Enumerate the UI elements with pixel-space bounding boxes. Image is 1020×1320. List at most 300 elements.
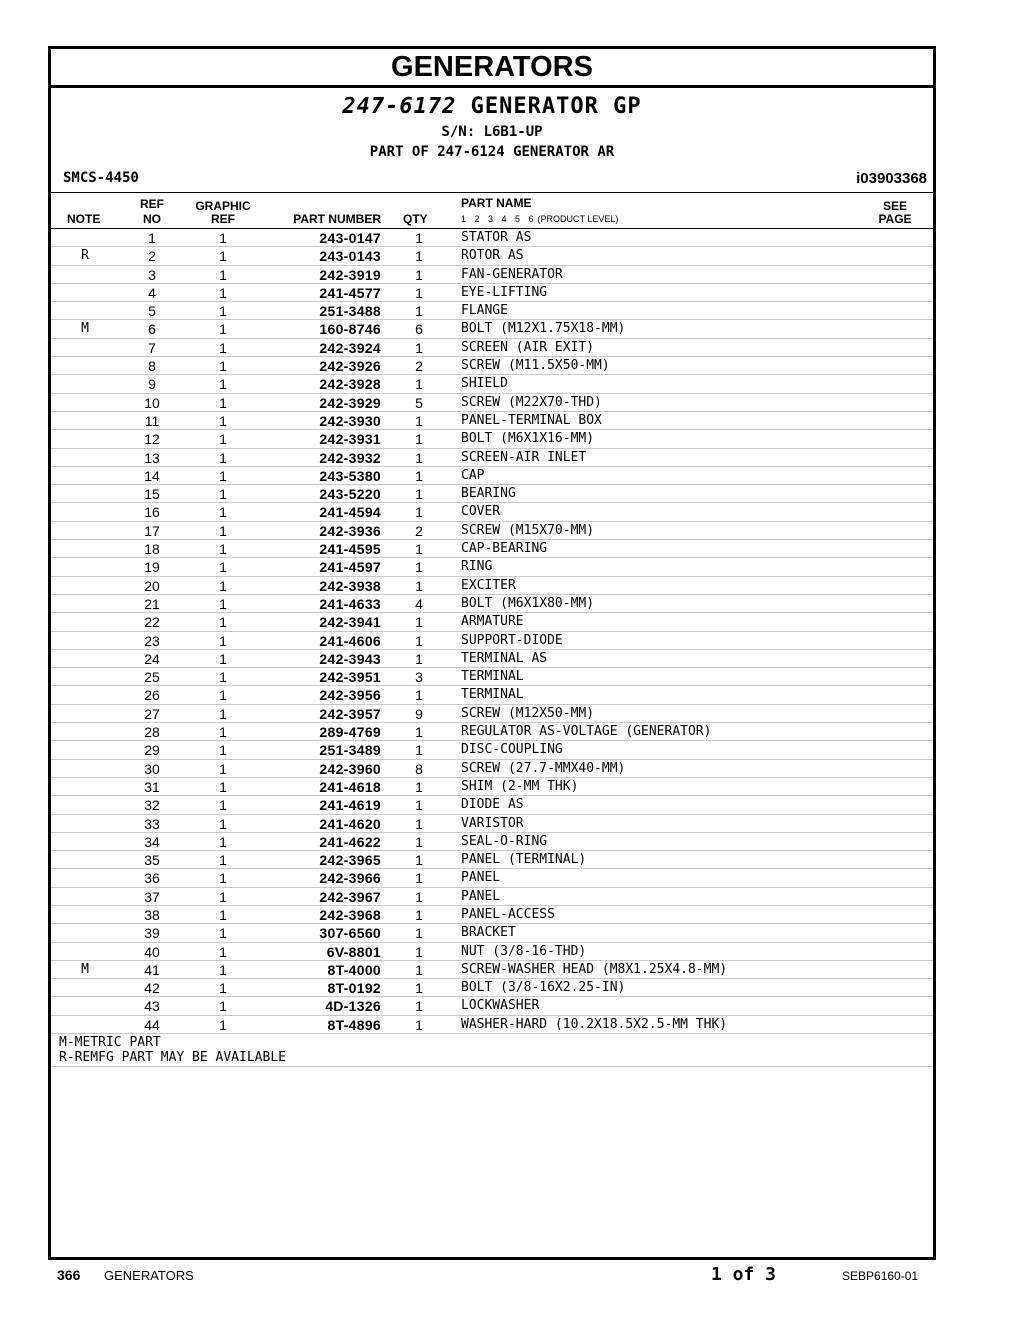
part-qty: 1: [415, 486, 423, 503]
part-ref-no: 27: [144, 705, 160, 722]
part-number: 8T-4896: [327, 1016, 381, 1033]
table-row: [51, 284, 933, 302]
col-note: NOTE: [67, 212, 101, 226]
part-name: BOLT (M6X1X16-MM): [461, 431, 595, 447]
part-ref-no: 7: [148, 339, 156, 356]
col-ref-line2: NO: [143, 212, 161, 226]
table-row: [51, 943, 933, 961]
part-number: 4D-1326: [325, 998, 381, 1015]
part-qty: 1: [415, 467, 423, 484]
part-number: 242-3966: [319, 870, 381, 887]
part-graphic-ref: 1: [219, 614, 227, 631]
part-qty: 1: [415, 339, 423, 356]
part-qty: 1: [415, 852, 423, 869]
part-graphic-ref: 1: [219, 230, 227, 246]
part-ref-no: 25: [144, 669, 160, 686]
part-number: 242-3919: [319, 266, 381, 283]
group-part-number: 247-6172: [342, 94, 457, 119]
page-number: 366: [57, 1267, 81, 1283]
part-number: 242-3929: [319, 394, 381, 411]
table-row: [51, 668, 933, 686]
part-graphic-ref: 1: [219, 998, 227, 1015]
page-footer: [0, 1264, 1020, 1288]
part-name: VARISTOR: [461, 815, 524, 831]
part-number: 6V-8801: [326, 943, 381, 960]
part-name: SHIM (2-MM THK): [461, 778, 579, 794]
part-ref-no: 41: [144, 961, 160, 978]
part-qty: 2: [415, 358, 423, 375]
part-qty: 1: [415, 650, 423, 667]
part-name: CAP-BEARING: [461, 541, 548, 557]
part-number: 242-3967: [319, 888, 381, 905]
part-ref-no: 15: [144, 486, 160, 503]
part-name: TERMINAL: [461, 669, 524, 685]
part-graphic-ref: 1: [219, 632, 227, 649]
product-level-label: (PRODUCT LEVEL): [537, 214, 619, 224]
table-row: [51, 375, 933, 393]
part-ref-no: 44: [144, 1016, 160, 1033]
part-qty: 1: [415, 833, 423, 850]
table-row: [51, 741, 933, 759]
part-number: 241-4618: [319, 778, 381, 795]
table-row: [51, 723, 933, 741]
part-qty: 1: [415, 980, 423, 997]
column-header: [51, 192, 933, 229]
part-name: SEAL-O-RING: [461, 833, 548, 849]
table-row: [51, 229, 933, 247]
part-number: 242-3968: [319, 906, 381, 923]
table-row: [51, 650, 933, 668]
part-ref-no: 43: [144, 998, 160, 1015]
part-ref-no: 39: [144, 925, 160, 942]
part-qty: 1: [415, 632, 423, 649]
part-name: SCREW (M11.5X50-MM): [461, 358, 610, 374]
part-number: 242-3926: [319, 358, 381, 375]
parts-page-frame: [48, 46, 936, 1260]
part-ref-no: 14: [144, 467, 160, 484]
part-qty: 1: [415, 284, 423, 301]
part-name: PANEL (TERMINAL): [461, 852, 587, 868]
part-ref-no: 28: [144, 724, 160, 741]
serial-number: S/N: L6B1-UP: [441, 124, 543, 140]
part-graphic-ref: 1: [219, 742, 227, 759]
part-qty: 1: [415, 449, 423, 466]
part-number: 242-3965: [319, 852, 381, 869]
part-name: RING: [461, 559, 493, 575]
part-qty: 1: [415, 797, 423, 814]
part-ref-no: 10: [144, 394, 160, 411]
part-graphic-ref: 1: [219, 449, 227, 466]
part-graphic-ref: 1: [219, 943, 227, 960]
part-name: EXCITER: [461, 577, 516, 593]
part-qty: 1: [415, 504, 423, 521]
group-header: [51, 88, 933, 192]
col-part-name: PART NAME: [461, 196, 532, 210]
part-ref-no: 11: [144, 412, 160, 429]
table-row: [51, 247, 933, 265]
part-name: DIODE AS: [461, 797, 524, 813]
part-number: 251-3488: [319, 303, 381, 320]
footnotes: [51, 1034, 933, 1067]
footer-section: GENERATORS: [104, 1268, 194, 1283]
table-row: [51, 796, 933, 814]
part-number: 241-4594: [319, 504, 381, 521]
part-qty: 1: [415, 687, 423, 704]
part-name: PANEL: [461, 870, 501, 886]
part-graphic-ref: 1: [219, 833, 227, 850]
table-row: [51, 394, 933, 412]
part-number: 242-3957: [319, 705, 381, 722]
part-name: SCREW (M15X70-MM): [461, 522, 595, 538]
part-number: 242-3936: [319, 522, 381, 539]
part-graphic-ref: 1: [219, 412, 227, 429]
part-number: 289-4769: [319, 724, 381, 741]
table-row: [51, 632, 933, 650]
table-row: [51, 686, 933, 704]
part-graphic-ref: 1: [219, 284, 227, 301]
part-qty: 1: [415, 266, 423, 283]
part-number: 242-3960: [319, 760, 381, 777]
part-name: CAP: [461, 467, 485, 483]
part-graphic-ref: 1: [219, 687, 227, 704]
part-ref-no: 20: [144, 577, 160, 594]
part-graphic-ref: 1: [219, 559, 227, 576]
part-number: 160-8746: [319, 321, 381, 338]
part-note: M: [81, 321, 89, 337]
part-graphic-ref: 1: [219, 266, 227, 283]
col-ref-line1: REF: [140, 197, 164, 211]
table-row: [51, 412, 933, 430]
part-name: PANEL-ACCESS: [461, 906, 555, 922]
part-ref-no: 23: [144, 632, 160, 649]
part-number: 241-4597: [319, 559, 381, 576]
part-ref-no: 5: [148, 303, 156, 320]
part-qty: 6: [415, 321, 423, 338]
part-ref-no: 42: [144, 980, 160, 997]
part-number: 243-0143: [319, 248, 381, 265]
part-qty: 1: [415, 724, 423, 741]
part-name: TERMINAL AS: [461, 650, 548, 666]
part-qty: 1: [415, 614, 423, 631]
part-graphic-ref: 1: [219, 467, 227, 484]
part-number: 242-3951: [319, 669, 381, 686]
part-name: SCREW (M12X50-MM): [461, 705, 595, 721]
part-graphic-ref: 1: [219, 906, 227, 923]
part-qty: 1: [415, 412, 423, 429]
part-graphic-ref: 1: [219, 760, 227, 777]
part-name: SCREW (M22X70-THD): [461, 394, 602, 410]
part-name: BOLT (M6X1X80-MM): [461, 595, 595, 611]
part-graphic-ref: 1: [219, 595, 227, 612]
part-qty: 1: [415, 742, 423, 759]
part-qty: 1: [415, 870, 423, 887]
part-number: 8T-4000: [327, 961, 381, 978]
part-qty: 1: [415, 303, 423, 320]
table-row: [51, 815, 933, 833]
table-row: [51, 869, 933, 887]
illustration-id: i03903368: [856, 170, 927, 187]
part-qty: 1: [415, 778, 423, 795]
part-graphic-ref: 1: [219, 778, 227, 795]
group-title: [51, 94, 933, 119]
smcs-code: SMCS-4450: [63, 170, 139, 186]
section-title: GENERATORS: [51, 49, 933, 88]
part-qty: 1: [415, 1016, 423, 1033]
table-row: [51, 595, 933, 613]
table-row: [51, 961, 933, 979]
table-row: [51, 357, 933, 375]
part-graphic-ref: 1: [219, 321, 227, 338]
part-number: 243-5380: [319, 467, 381, 484]
table-row: [51, 430, 933, 448]
part-graphic-ref: 1: [219, 980, 227, 997]
part-ref-no: 9: [148, 376, 156, 393]
part-note: R: [81, 248, 89, 264]
table-row: [51, 485, 933, 503]
part-ref-no: 36: [144, 870, 160, 887]
part-number: 8T-0192: [327, 980, 381, 997]
part-graphic-ref: 1: [219, 358, 227, 375]
footnote-remfg: R-REMFG PART MAY BE AVAILABLE: [59, 1050, 286, 1066]
part-qty: 1: [415, 943, 423, 960]
part-name: FAN-GENERATOR: [461, 266, 563, 282]
part-of-line: PART OF 247-6124 GENERATOR AR: [369, 144, 615, 160]
table-row: [51, 449, 933, 467]
table-row: [51, 577, 933, 595]
part-graphic-ref: 1: [219, 797, 227, 814]
part-number: 242-3928: [319, 376, 381, 393]
col-see-line1: SEE: [882, 199, 907, 213]
part-graphic-ref: 1: [219, 724, 227, 741]
part-name: SUPPORT-DIODE: [461, 632, 563, 648]
part-graphic-ref: 1: [219, 522, 227, 539]
part-graphic-ref: 1: [219, 1016, 227, 1033]
part-qty: 1: [415, 248, 423, 265]
part-qty: 2: [415, 522, 423, 539]
table-row: [51, 320, 933, 338]
part-qty: 1: [415, 925, 423, 942]
table-row: [51, 851, 933, 869]
part-graphic-ref: 1: [219, 925, 227, 942]
table-row: [51, 760, 933, 778]
part-name: BOLT (M12X1.75X18-MM): [461, 321, 626, 337]
part-qty: 3: [415, 669, 423, 686]
part-name: STATOR AS: [461, 230, 532, 245]
part-ref-no: 3: [148, 266, 156, 283]
part-ref-no: 21: [144, 595, 160, 612]
part-number: 242-3931: [319, 431, 381, 448]
table-row: [51, 979, 933, 997]
part-name: PANEL-TERMINAL BOX: [461, 412, 602, 428]
col-graphic-line1: GRAPHIC: [195, 199, 251, 213]
part-ref-no: 34: [144, 833, 160, 850]
part-ref-no: 17: [144, 522, 160, 539]
part-graphic-ref: 1: [219, 870, 227, 887]
part-ref-no: 24: [144, 650, 160, 667]
part-qty: 4: [415, 595, 423, 612]
part-name: BOLT (3/8-16X2.25-IN): [461, 980, 626, 996]
part-name: NUT (3/8-16-THD): [461, 943, 587, 959]
part-graphic-ref: 1: [219, 961, 227, 978]
part-graphic-ref: 1: [219, 650, 227, 667]
col-qty: QTY: [403, 212, 428, 226]
table-row: [51, 558, 933, 576]
part-name: PANEL: [461, 888, 501, 904]
part-name: SCREW (27.7-MMX40-MM): [461, 760, 626, 776]
part-ref-no: 13: [144, 449, 160, 466]
part-qty: 1: [415, 577, 423, 594]
group-name: GENERATOR GP: [470, 94, 642, 119]
part-name: ARMATURE: [461, 614, 524, 630]
part-number: 251-3489: [319, 742, 381, 759]
table-row: [51, 1016, 933, 1034]
part-graphic-ref: 1: [219, 815, 227, 832]
part-graphic-ref: 1: [219, 248, 227, 265]
part-name: BRACKET: [461, 925, 516, 941]
part-graphic-ref: 1: [219, 541, 227, 558]
part-name: WASHER-HARD (10.2X18.5X2.5-MM THK): [461, 1016, 728, 1032]
part-ref-no: 33: [144, 815, 160, 832]
part-graphic-ref: 1: [219, 888, 227, 905]
part-name: LOCKWASHER: [461, 998, 540, 1014]
table-row: [51, 540, 933, 558]
table-row: [51, 997, 933, 1015]
table-row: [51, 522, 933, 540]
part-name: TERMINAL: [461, 687, 524, 703]
part-number: 241-4633: [319, 595, 381, 612]
part-ref-no: 32: [144, 797, 160, 814]
part-ref-no: 29: [144, 742, 160, 759]
table-row: [51, 467, 933, 485]
part-number: 241-4595: [319, 541, 381, 558]
table-row: [51, 503, 933, 521]
part-graphic-ref: 1: [219, 705, 227, 722]
part-number: 243-5220: [319, 486, 381, 503]
part-number: 243-0147: [319, 230, 381, 246]
part-qty: 1: [415, 559, 423, 576]
part-name: SCREW-WASHER HEAD (M8X1.25X4.8-MM): [461, 961, 728, 977]
part-ref-no: 37: [144, 888, 160, 905]
part-qty: 1: [415, 376, 423, 393]
part-qty: 8: [415, 760, 423, 777]
table-row: [51, 266, 933, 284]
table-row: [51, 888, 933, 906]
part-ref-no: 38: [144, 906, 160, 923]
part-qty: 1: [415, 998, 423, 1015]
part-graphic-ref: 1: [219, 431, 227, 448]
part-qty: 1: [415, 541, 423, 558]
part-name: REGULATOR AS-VOLTAGE (GENERATOR): [461, 724, 712, 740]
footnote-metric: M-METRIC PART: [59, 1035, 161, 1051]
part-number: 242-3943: [319, 650, 381, 667]
part-ref-no: 26: [144, 687, 160, 704]
part-number: 241-4619: [319, 797, 381, 814]
col-see-line2: PAGE: [878, 212, 912, 226]
part-number: 241-4606: [319, 632, 381, 649]
part-number: 241-4622: [319, 833, 381, 850]
part-graphic-ref: 1: [219, 577, 227, 594]
part-name: EYE-LIFTING: [461, 284, 548, 300]
table-row: [51, 613, 933, 631]
table-row: [51, 906, 933, 924]
table-row: [51, 833, 933, 851]
part-ref-no: 19: [144, 559, 160, 576]
col-part-number: PART NUMBER: [293, 212, 381, 226]
part-qty: 1: [415, 888, 423, 905]
part-number: 241-4620: [319, 815, 381, 832]
part-name: BEARING: [461, 486, 516, 502]
part-ref-no: 6: [148, 321, 156, 338]
part-ref-no: 8: [148, 358, 156, 375]
part-qty: 1: [415, 906, 423, 923]
document-id: SEBP6160-01: [842, 1269, 919, 1283]
table-row: [51, 924, 933, 942]
table-row: [51, 778, 933, 796]
part-number: 242-3941: [319, 614, 381, 631]
part-name: ROTOR AS: [461, 248, 524, 264]
part-qty: 5: [415, 394, 423, 411]
part-name: SCREEN (AIR EXIT): [461, 339, 595, 355]
part-ref-no: 22: [144, 614, 160, 631]
part-graphic-ref: 1: [219, 504, 227, 521]
part-number: 242-3924: [319, 339, 381, 356]
part-number: 307-6560: [319, 925, 381, 942]
part-ref-no: 40: [144, 943, 160, 960]
part-name: COVER: [461, 504, 501, 520]
part-number: 241-4577: [319, 284, 381, 301]
part-qty: 9: [415, 705, 423, 722]
part-qty: 1: [415, 230, 423, 246]
part-ref-no: 35: [144, 852, 160, 869]
col-graphic-line2: REF: [211, 212, 235, 226]
table-row: [51, 339, 933, 357]
part-ref-no: 1: [148, 230, 156, 246]
part-number: 242-3930: [319, 412, 381, 429]
part-name: DISC-COUPLING: [461, 742, 563, 758]
part-name: FLANGE: [461, 303, 508, 319]
part-note: M: [81, 961, 89, 977]
part-name: SCREEN-AIR INLET: [461, 449, 587, 465]
parts-table: [51, 229, 933, 1034]
part-ref-no: 30: [144, 760, 160, 777]
part-qty: 1: [415, 815, 423, 832]
part-graphic-ref: 1: [219, 669, 227, 686]
part-ref-no: 31: [144, 778, 160, 795]
part-graphic-ref: 1: [219, 376, 227, 393]
part-ref-no: 18: [144, 541, 160, 558]
part-number: 242-3932: [319, 449, 381, 466]
part-ref-no: 2: [148, 248, 156, 265]
part-number: 242-3956: [319, 687, 381, 704]
part-name: SHIELD: [461, 376, 508, 392]
part-qty: 1: [415, 431, 423, 448]
part-graphic-ref: 1: [219, 852, 227, 869]
col-product-levels: [461, 214, 618, 224]
part-ref-no: 16: [144, 504, 160, 521]
table-row: [51, 302, 933, 320]
part-number: 242-3938: [319, 577, 381, 594]
part-graphic-ref: 1: [219, 394, 227, 411]
product-level-numbers: 1 2 3 4 5 6: [461, 214, 534, 224]
part-graphic-ref: 1: [219, 486, 227, 503]
part-graphic-ref: 1: [219, 339, 227, 356]
page-of: 1 of 3: [711, 1264, 777, 1285]
part-ref-no: 12: [144, 431, 160, 448]
table-row: [51, 705, 933, 723]
part-qty: 1: [415, 961, 423, 978]
part-ref-no: 4: [148, 284, 156, 301]
part-graphic-ref: 1: [219, 303, 227, 320]
